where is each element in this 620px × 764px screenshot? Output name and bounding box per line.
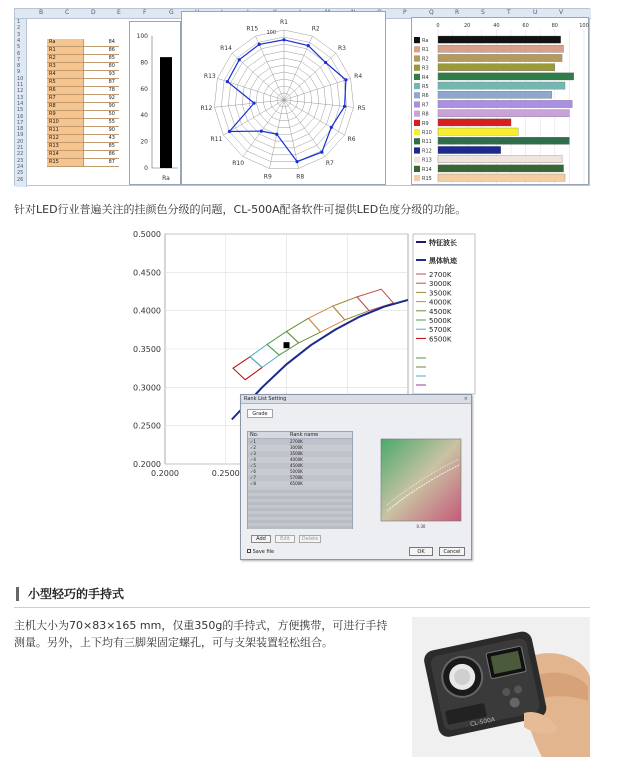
grade-tab-label: Grade	[252, 411, 268, 417]
cri-value: 90	[83, 103, 119, 110]
cri-name: R3	[47, 63, 83, 70]
radar-chart	[181, 11, 386, 185]
device-label: CL-500A	[469, 716, 496, 729]
radar-svg	[182, 12, 387, 186]
bar-r1	[438, 45, 564, 52]
cri-value: 84	[83, 39, 119, 46]
radar-axis-label: R11	[210, 136, 223, 143]
legend-label: 3000K	[429, 280, 452, 289]
radar-axis-label: R3	[337, 44, 346, 52]
cri-value: 78	[83, 87, 119, 94]
bar-r13	[438, 156, 562, 163]
mini-x-tick: 0.30	[416, 524, 426, 529]
cri-name: R14	[47, 151, 83, 158]
y-tick-label: 0.3500	[133, 345, 161, 354]
cri-table-row	[47, 103, 119, 111]
y-tick-label: 0.2000	[133, 460, 161, 469]
radar-point	[324, 61, 327, 64]
radar-axis-label: R1	[280, 19, 288, 26]
radar-axis-label: R4	[354, 72, 363, 80]
bar-r7	[438, 100, 572, 107]
cri-table-row	[47, 151, 119, 159]
cri-name: R9	[47, 111, 83, 118]
category-label: R5	[422, 84, 429, 90]
save-label: Save file	[252, 549, 275, 555]
x-tick-label: 20	[464, 23, 471, 29]
ok-button[interactable]	[409, 547, 433, 556]
column-letter: F	[143, 9, 147, 16]
column-letter: U	[533, 9, 538, 16]
cri-value: 86	[83, 47, 119, 54]
category-label: R13	[422, 157, 432, 164]
column-letter: R	[455, 9, 460, 16]
column-letter: G	[169, 9, 174, 16]
category-label: R14	[422, 166, 432, 173]
x-tick-label: 80	[551, 23, 558, 29]
cri-name: R12	[47, 135, 83, 142]
x-tick-label: 100	[579, 23, 589, 29]
legend-swatch	[414, 175, 420, 181]
measurement-point	[284, 342, 290, 348]
legend-swatch	[414, 74, 420, 80]
column-letter: C	[65, 9, 70, 16]
y-tick-label: 0.4500	[133, 268, 161, 278]
y-tick-label: 0.4000	[133, 306, 161, 316]
rank-row-check: ✓8	[250, 481, 256, 486]
column-letter: Q	[429, 9, 434, 16]
bar-r3	[438, 64, 555, 71]
cri-value: 55	[83, 119, 119, 126]
cri-value: 92	[83, 95, 119, 102]
col-no: No.	[250, 432, 259, 438]
row-number: 21	[17, 145, 24, 151]
cri-table-row	[47, 39, 119, 47]
legend-swatch	[414, 111, 420, 117]
cri-table-row	[47, 47, 119, 55]
close-icon[interactable]: ×	[463, 396, 468, 402]
edit-button[interactable]	[275, 535, 295, 543]
radar-point	[330, 126, 333, 129]
category-label: R2	[422, 56, 429, 63]
row-header	[15, 19, 27, 187]
row-number: 8	[17, 63, 21, 70]
add-label: Add	[256, 536, 266, 542]
section-marker	[16, 587, 19, 601]
intro-text: 针对LED行业普遍关注的挂颜色分级的问题，CL-500A配备软件可提供LED色度分级的功能。	[14, 203, 467, 216]
cri-name: R13	[47, 143, 83, 150]
rank-rows	[248, 439, 352, 487]
cri-value: 87	[83, 79, 119, 86]
legend-swatch	[414, 101, 420, 107]
cri-table-row	[47, 119, 119, 127]
cri-value: 87	[83, 159, 119, 166]
category-label: R8	[422, 111, 429, 118]
row-number: 10	[17, 75, 24, 82]
delete-label: Delete	[301, 536, 319, 542]
bar-r2	[438, 54, 562, 61]
x-tick-label: Ra	[162, 175, 170, 182]
dialog-titlebar	[241, 395, 471, 404]
legend-label: 4000K	[429, 298, 452, 307]
radar-point	[258, 43, 261, 46]
legend-label: 黑体轨迹	[429, 257, 457, 265]
radar-axis-label: R5	[357, 105, 366, 113]
category-label: Ra	[422, 38, 429, 44]
cri-value: 50	[83, 111, 119, 118]
rank-row-name: 3500K	[290, 451, 303, 456]
bar-r15	[438, 174, 565, 181]
bar-r14	[438, 165, 564, 172]
row-number: 5	[17, 44, 21, 51]
row-number: 7	[17, 56, 21, 63]
rank-row-name: 4500K	[290, 463, 303, 468]
legend-swatch	[414, 129, 420, 135]
row-number: 18	[17, 126, 24, 133]
cri-value: 80	[83, 63, 119, 70]
radar-point	[275, 133, 278, 136]
legend-swatch	[414, 37, 420, 43]
column-letter: E	[117, 9, 121, 16]
radar-point	[344, 78, 347, 81]
device-illustration	[412, 617, 590, 757]
bar-ra	[160, 57, 172, 168]
delete-button[interactable]	[299, 535, 321, 543]
bar-r10	[438, 128, 518, 135]
legend-swatch	[414, 157, 420, 163]
row-number: 12	[17, 88, 24, 95]
cri-value: 86	[83, 151, 119, 158]
rank-list	[247, 431, 353, 529]
rank-row-name: 5000K	[290, 469, 303, 474]
column-letter: D	[91, 9, 96, 16]
cancel-button[interactable]	[439, 547, 465, 556]
legend-swatch	[414, 147, 420, 153]
bar-r12	[438, 146, 501, 153]
cri-value: 85	[83, 143, 119, 150]
legend-swatch	[414, 65, 420, 71]
checkbox-icon	[247, 549, 251, 553]
bar-r4	[438, 73, 574, 80]
row-number: 6	[17, 50, 21, 57]
cri-table-row	[47, 79, 119, 87]
radar-point	[295, 160, 298, 163]
cri-value: 43	[83, 135, 119, 142]
rank-row-name: 4000K	[290, 457, 303, 462]
legend-label: 特征波长	[429, 239, 457, 247]
rank-row-check: ✓2	[250, 445, 256, 450]
cri-table-row	[47, 159, 119, 167]
rank-row-check: ✓5	[250, 463, 256, 468]
row-number: 4	[17, 37, 21, 44]
rank-row-name: 6500K	[290, 481, 303, 486]
radar-axis-label: R8	[296, 173, 305, 181]
row-number: 22	[17, 151, 24, 158]
x-tick-label: 0	[436, 23, 440, 29]
bar-r8	[438, 110, 569, 117]
row-number: 24	[17, 163, 24, 170]
row-number: 15	[17, 107, 24, 114]
cancel-label: Cancel	[443, 549, 461, 555]
row-number: 23	[17, 157, 24, 164]
rank-setting-dialog	[240, 394, 472, 560]
cri-table-row	[47, 95, 119, 103]
radar-point	[228, 130, 231, 133]
legend-swatch	[414, 55, 420, 61]
cri-name: R6	[47, 87, 83, 94]
rank-row-name: 2700K	[290, 439, 303, 444]
legend-label: 6500K	[429, 335, 452, 344]
row-number: 2	[17, 25, 21, 32]
column-letter: S	[481, 9, 485, 16]
col-name: Rank name	[290, 432, 319, 438]
legend-swatch	[414, 120, 420, 126]
cri-value: 93	[83, 71, 119, 78]
x-tick-label: 40	[493, 23, 500, 29]
cri-table-row	[47, 71, 119, 79]
x-tick-label: 0.2000	[151, 469, 179, 478]
bar-r11	[438, 137, 569, 144]
rank-row-check: ✓4	[250, 457, 256, 462]
radar-axis-label: R6	[347, 136, 356, 143]
legend-swatch	[414, 138, 420, 144]
row-number: 3	[17, 31, 21, 38]
cri-name: R5	[47, 79, 83, 86]
legend-swatch	[414, 92, 420, 98]
column-letter: P	[403, 9, 407, 16]
x-tick-label: 0.2500	[211, 469, 240, 478]
category-label: R9	[422, 120, 429, 127]
radar-axis-label: R13	[203, 72, 216, 80]
y-tick-label: 0.5000	[133, 230, 161, 239]
row-number: 11	[17, 82, 24, 88]
radar-axis-label: R12	[200, 105, 213, 113]
row-number: 16	[17, 113, 24, 120]
row-number: 26	[17, 176, 24, 183]
legend-swatch	[414, 166, 420, 172]
bar-r6	[438, 91, 552, 98]
spreadsheet-screenshot	[14, 8, 590, 186]
save-checkbox[interactable]	[247, 549, 274, 555]
x-tick-label: 60	[522, 23, 529, 29]
y-tick-label: 20	[140, 138, 148, 146]
radar-max-label: 100	[266, 30, 276, 36]
radar-point	[282, 38, 285, 41]
column-letter: V	[559, 9, 564, 16]
bar-ra	[438, 36, 561, 43]
radar-axis-label: R9	[263, 173, 272, 181]
cri-name: R10	[47, 119, 83, 126]
cri-table-row	[47, 111, 119, 119]
bar-r9	[438, 119, 511, 126]
category-label: R10	[422, 130, 432, 136]
row-number: 17	[17, 119, 24, 126]
grade-tab[interactable]	[247, 409, 273, 418]
category-label: R6	[422, 93, 429, 100]
add-button[interactable]	[251, 535, 271, 543]
category-label: R11	[422, 139, 432, 146]
section-header	[14, 580, 590, 608]
rank-row-name: 5700K	[290, 475, 303, 480]
radar-axis-label: R2	[311, 25, 320, 33]
cri-name: R7	[47, 95, 83, 102]
y-tick-label: 0.2500	[133, 421, 161, 431]
cri-name: R8	[47, 103, 83, 110]
rank-row-check: ✓1	[250, 439, 256, 444]
ra-bar-chart	[129, 21, 181, 185]
cri-name: R15	[47, 159, 83, 166]
row-number: 20	[17, 138, 24, 145]
row-number: 13	[17, 94, 24, 101]
radar-axis-label: R10	[232, 160, 245, 168]
cri-table	[47, 39, 119, 167]
radar-point	[260, 130, 263, 133]
y-tick-label: 60	[140, 85, 148, 93]
rank-list-header	[248, 432, 352, 439]
cri-table-row	[47, 63, 119, 71]
category-label: R7	[422, 102, 429, 109]
rank-row-name: 3000K	[290, 445, 303, 450]
dialog-title: Rank List Setting	[244, 396, 287, 402]
column-letter: B	[39, 9, 44, 16]
row-number: 1	[17, 19, 21, 25]
row-number: 19	[17, 132, 24, 139]
category-label: R15	[422, 176, 432, 182]
mini-locus-2	[387, 459, 459, 505]
row-number: 14	[17, 100, 24, 107]
legend-label: 5000K	[429, 317, 452, 325]
legend-swatch	[414, 83, 420, 89]
legend-label: 5700K	[429, 326, 452, 335]
device-photo	[412, 617, 590, 757]
radar-point	[252, 102, 255, 105]
cri-name: R4	[47, 71, 83, 78]
category-label: R4	[422, 74, 429, 81]
radar-point	[226, 80, 229, 83]
radar-point	[307, 44, 310, 47]
radar-axis-label: R7	[325, 160, 334, 168]
ri-bar-chart	[411, 17, 589, 185]
rank-row-check: ✓6	[250, 469, 256, 474]
legend-label: 4500K	[429, 307, 452, 316]
row-number: 25	[17, 170, 24, 177]
y-tick-label: 0	[144, 165, 148, 172]
ra-bar-svg	[130, 22, 182, 186]
ri-bar-svg	[412, 18, 590, 186]
category-label: R1	[422, 47, 429, 54]
rank-row-check: ✓3	[250, 451, 256, 456]
rank-row-check: ✓7	[250, 475, 256, 480]
y-tick-label: 100	[136, 33, 148, 40]
ok-label: OK	[417, 549, 425, 555]
row-number: 9	[17, 69, 21, 76]
cri-table-row	[47, 143, 119, 151]
mini-plot-area	[381, 439, 461, 521]
legend-label: 3500K	[429, 289, 452, 298]
cri-table-row	[47, 127, 119, 135]
legend-swatch	[414, 46, 420, 52]
category-label: R3	[422, 65, 429, 72]
legend-label: 2700K	[429, 271, 452, 279]
rank-list-filler	[248, 487, 352, 529]
section-title: 小型轻巧的手持式	[28, 587, 125, 601]
edit-label: Edit	[280, 536, 290, 542]
y-tick-label: 0.3000	[133, 383, 161, 393]
column-letter: T	[507, 9, 511, 16]
cri-table-row	[47, 55, 119, 63]
radar-point	[238, 58, 241, 61]
cri-name: R11	[47, 127, 83, 134]
description-text: 主机大小为70×83×165 mm，仅重350g的手持式，方便携带，可进行手持测量。另外，上下均有三脚架固定螺孔，可与支架装置轻松组合。	[14, 619, 388, 649]
mini-locus	[387, 465, 459, 511]
cri-table-row	[47, 87, 119, 95]
y-tick-label: 40	[140, 112, 148, 120]
radar-point	[343, 105, 346, 108]
y-tick-label: 80	[140, 59, 148, 67]
radar-point	[320, 151, 323, 154]
cri-table-row	[47, 135, 119, 143]
radar-axis-label: R15	[246, 25, 259, 33]
cri-value: 90	[83, 127, 119, 134]
cri-name: Ra	[47, 39, 83, 46]
cri-value: 85	[83, 55, 119, 62]
bar-r5	[438, 82, 565, 89]
category-label: R12	[422, 148, 432, 155]
cri-name: R1	[47, 47, 83, 54]
radar-axis-label: R14	[220, 44, 232, 52]
cri-name: R2	[47, 55, 83, 62]
radar-spoke	[284, 53, 336, 100]
